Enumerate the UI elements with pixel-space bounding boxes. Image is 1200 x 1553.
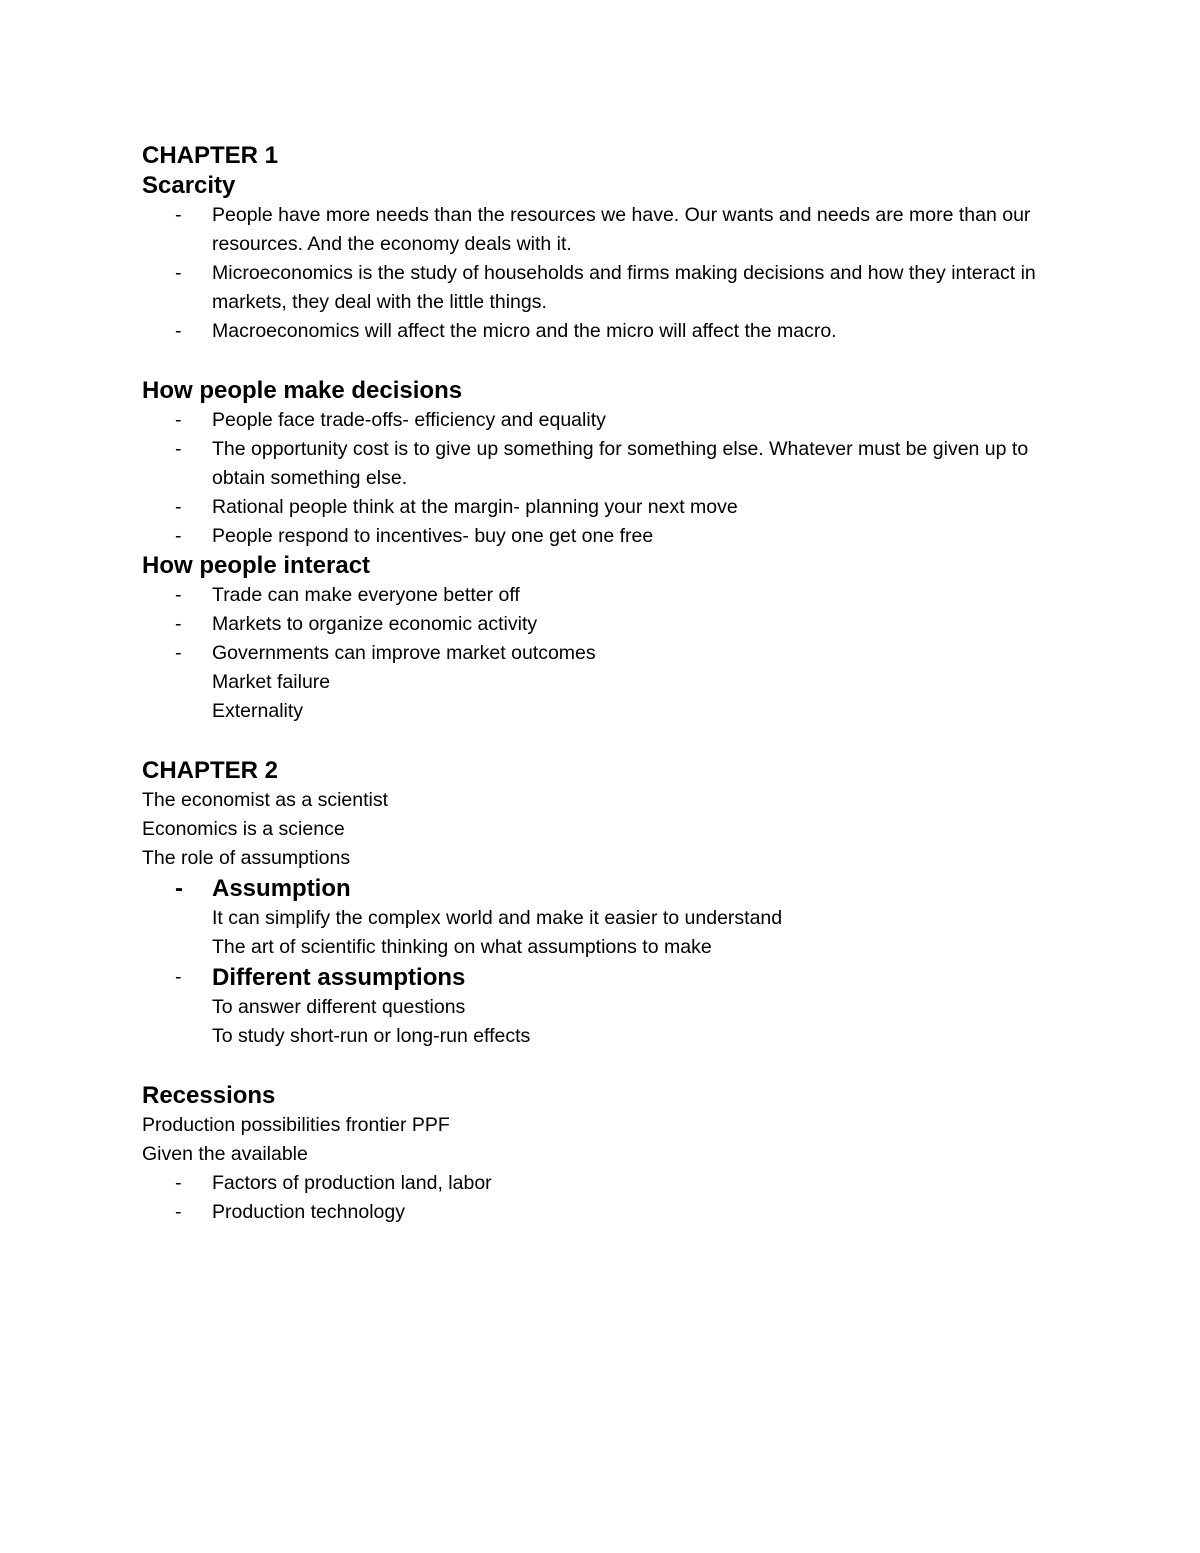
- chapter-1-title: CHAPTER 1: [142, 142, 279, 169]
- list-item: - Governments can improve market outcomes: [142, 639, 1062, 668]
- text-line: The economist as a scientist: [142, 789, 389, 811]
- list-item: - The opportunity cost is to give up something for something else. Whatever must be given up to obtain something else.: [142, 435, 1062, 493]
- dash-bullet: -: [175, 525, 182, 547]
- chapter-2-title: CHAPTER 2: [142, 757, 279, 784]
- list-item: - Microeconomics is the study of households and firms making decisions and how they interact in markets, they deal with the little things.: [142, 259, 1062, 317]
- scarcity-heading: Scarcity: [142, 172, 236, 199]
- dash-bullet: -: [175, 966, 182, 988]
- list-item: - People face trade-offs- efficiency and equality: [142, 406, 1062, 435]
- list-item: - Rational people think at the margin- planning your next move: [142, 493, 1062, 522]
- recessions-list: [142, 1169, 1062, 1227]
- decisions-heading: How people make decisions: [142, 377, 463, 404]
- spacer: [142, 346, 1062, 376]
- list-item: - Macroeconomics will affect the micro and the micro will affect the macro.: [142, 317, 1062, 346]
- dash-bullet: -: [175, 1201, 182, 1223]
- sub-line: To answer different questions: [212, 996, 466, 1018]
- dash-bullet: -: [175, 409, 182, 431]
- dash-bullet: -: [175, 438, 182, 460]
- list-item: - People respond to incentives- buy one get one free: [142, 522, 1062, 551]
- list-item: - Markets to organize economic activity: [142, 610, 1062, 639]
- decisions-list: [142, 406, 1062, 551]
- dash-bullet: -: [175, 320, 182, 342]
- dash-bullet: -: [175, 642, 182, 664]
- list-item: - Trade can make everyone better off: [142, 581, 1062, 610]
- text-line: Production possibilities frontier PPF: [142, 1114, 450, 1136]
- dash-bullet: -: [175, 584, 182, 606]
- sub-line: Market failure: [212, 671, 331, 693]
- recessions-heading: Recessions: [142, 1082, 276, 1109]
- document-page: [142, 141, 1062, 1227]
- interact-heading: How people interact: [142, 552, 371, 579]
- spacer: [142, 726, 1062, 756]
- sub-line: The art of scientific thinking on what assumptions to make: [212, 936, 712, 958]
- different-assumptions-heading: - Different assumptions: [175, 964, 466, 991]
- dash-bullet: -: [175, 875, 183, 902]
- spacer: [142, 1051, 1062, 1081]
- sub-line: Externality: [212, 700, 304, 722]
- sub-line: It can simplify the complex world and make it easier to understand: [212, 907, 783, 929]
- assumption-heading: - Assumption: [175, 875, 351, 902]
- list-item: - Production technology: [142, 1198, 1062, 1227]
- dash-bullet: -: [175, 496, 182, 518]
- dash-bullet: -: [175, 204, 182, 226]
- list-item: - Factors of production land, labor: [142, 1169, 1062, 1198]
- dash-bullet: -: [175, 613, 182, 635]
- sub-line: To study short-run or long-run effects: [212, 1025, 531, 1047]
- interact-list: [142, 581, 1062, 668]
- dash-bullet: -: [175, 1172, 182, 1194]
- list-item: - People have more needs than the resources we have. Our wants and needs are more than our resources. And the economy deals with it.: [142, 201, 1062, 259]
- text-line: Given the available: [142, 1143, 308, 1165]
- dash-bullet: -: [175, 262, 182, 284]
- text-line: Economics is a science: [142, 818, 345, 840]
- text-line: The role of assumptions: [142, 847, 351, 869]
- scarcity-list: [142, 201, 1062, 346]
